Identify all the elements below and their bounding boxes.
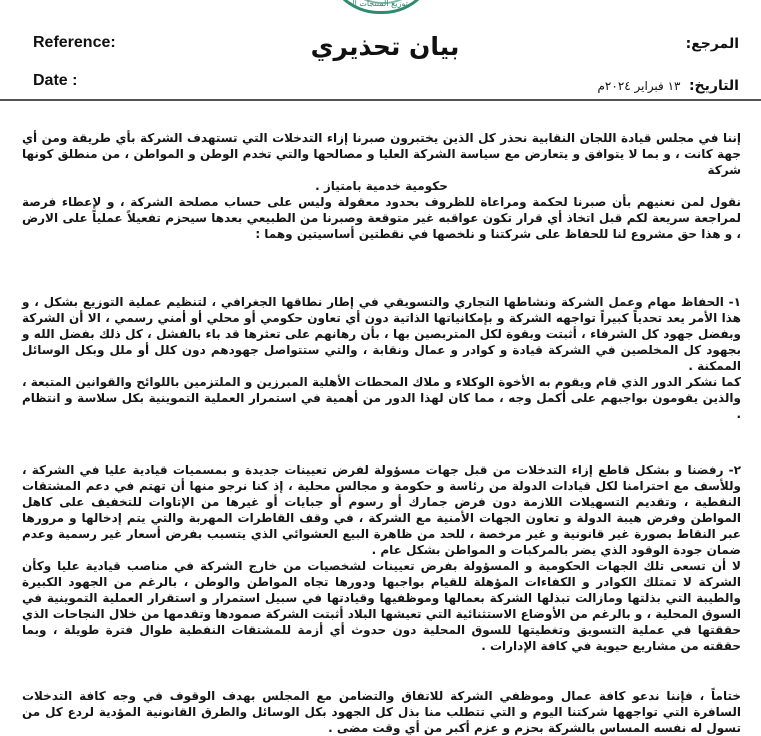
tarikh-label: التاريخ: <box>688 78 739 94</box>
paragraph-intro: إننا في مجلس قيادة اللجان النقابية نحذر كل الذين يختبرون صبرنا إزاء التدخلات التي تستهدف الشركة بأي طريقة ومن أي جهة كانت ، و بما لا يتوافق و يتعارض مع سياسة الشركة العليا و مصالحها والتي تخدم الوطن و المواطن ، من منطلق كونها شركة <box>22 131 741 177</box>
seal-text: شركة توزيع المنتجات النفطية <box>332 0 430 8</box>
tarikh-value: ١٣ فبراير ٢٠٢٤م <box>597 79 681 93</box>
header-divider <box>0 99 761 101</box>
point-one: ١- الحفاظ مهام وعمل الشركة ونشاطها التجاري والتسويقي في إطار نطاقها الجغرافي ، لتنظيم عملية التوزيع بشكل ، و هذا الأمر يعد تحدياً كبيراً تواجهه الشركة و بإمكانياتها الذاتية دون أي تعاون حكومي أو محلي أو أمني رسمي ، الا أن الشركة وبفضل جهود كل الشرفاء ، أثبتت وبقوة لكل المتربصين بها ، بأن رهانهم على تعثرها قد باء بالفشل ، كل ذلك بفضل الله و بجهود كل المخلصين في الشركة قيادة و كوادر و عمال ونقابة ، والتي ستتواصل جهودهم دون كلل أو ملل وبكل الوسائل الممكنة . <box>22 295 741 373</box>
paragraph-intro-end: حكومية خدمية بامتياز . <box>315 179 448 193</box>
paragraph-patience: نقول لمن نعنيهم بأن صبرنا لحكمة ومراعاة للظروف بحدود معقولة وليس على حساب مصلحة الشركة ، و لإعطاء فرصة لمراجعة سريعة لكم قبل اتخاذ أي قرار تكون عواقبه غير متوقعة وصبرنا من الطبيعي بعدها سيحزم تفعيلاً عملياً على الارض ، و هذا حق مشروع لنا للحفاظ على شركتنا و نلخصها في نقطتين أساسيتين وهما : <box>22 195 741 241</box>
date-line <box>597 78 739 94</box>
document-title: بيان تحذيري <box>310 32 460 61</box>
paragraph-closing: ختاماً ، فإننا ندعو كافة عمال وموظفي الشركة للاتفاق والتضامن مع المجلس بهدف الوقوف في وجه كافة التدخلات السافرة التي تواجهها شركتنا اليوم و التي تتطلب منا بذل كل الجهود بكل الوسائل والطرق القانونية المؤدية لردع كل من تسول له نفسه المساس بالشركة بحزم و عزم أكبر من أي وقت مضى . <box>22 689 741 735</box>
paragraph-thanks: كما نشكر الدور الذي قام ويقوم به الأخوة الوكلاء و ملاك المحطات الأهلية المبرزين و الملتزمين باللوائح والقوانين المتبعة ، والذين يقومون بواجبهم على أكمل وجه ، مما كان لهذا الدور من أهمية في استمرار العملية التموينية بكل سلاسة و انتظام . <box>22 375 741 421</box>
marja-label: المرجع: <box>685 36 739 52</box>
paragraph-appointments: لا أن تسعى تلك الجهات الحكومية و المسؤولة بفرض تعيينات لشخصيات من خارج الشركة في مناصب قيادية عليا وكأن الشركة لا تمتلك الكوادر و الكفاءات المؤهلة للقيام بواجبها ودورها تجاه المواطن والوطن ، بالرغم من الجهود الكبيرة والطيبة التي بذلتها ومازالت تبذلها الشركة بعمالها وموظفيها وقيادتها في سبيل استمرار و استقرار العملية التموينية في السوق المحلية ، و بالرغم من الأوضاع الاستثنائية التي تعيشها البلاد أثبتت الشركة صمودها وتقدمها من خلال النجاحات الذي حققتها في عملية التسويق وتغطيتها للسوق المحلية دون حدوث أي أزمة للمشتقات النفطية طوال فترة طويلة ، وبما حققته من مشاريع حيوية في كافة الإدارات . <box>22 559 741 653</box>
company-seal-logo <box>325 0 437 14</box>
point-two: ٢- رفضنا و بشكل قاطع إزاء التدخلات من قبل جهات مسؤولة لفرض تعيينات جديدة و بمسميات قيادية عليا في الشركة ، وللأسف مع احترامنا لكل قيادات الدولة من رئاسة و حكومة و مجالس محلية ، إذ كنا نرجو منها أن تهتم في دعم المشتقات النفطية ، وتقديم التسهيلات اللازمة دون فرض جمارك أو رسوم أو جبايات أو غيرها من الإتاوات للتخفيف على كاهل المواطن وفرض هيبة الدولة و تعاون الجهات الأمنية مع الشركة ، في وقف القاطرات المهربة والتي يتم إدخالها و مرورها عبر النقاط بصورة غير قانونية و غير مرخصة ، للحد من ظاهرة البيع العشوائي الذي يتسبب بفرض أسعار غير رسمية وعدم ضمان جودة الوقود الذي يضر بالمركبات و المواطن بشكل عام . <box>22 463 741 557</box>
date-label: Date : <box>33 72 78 89</box>
document-body <box>22 130 741 736</box>
reference-label: Reference: <box>33 34 116 51</box>
